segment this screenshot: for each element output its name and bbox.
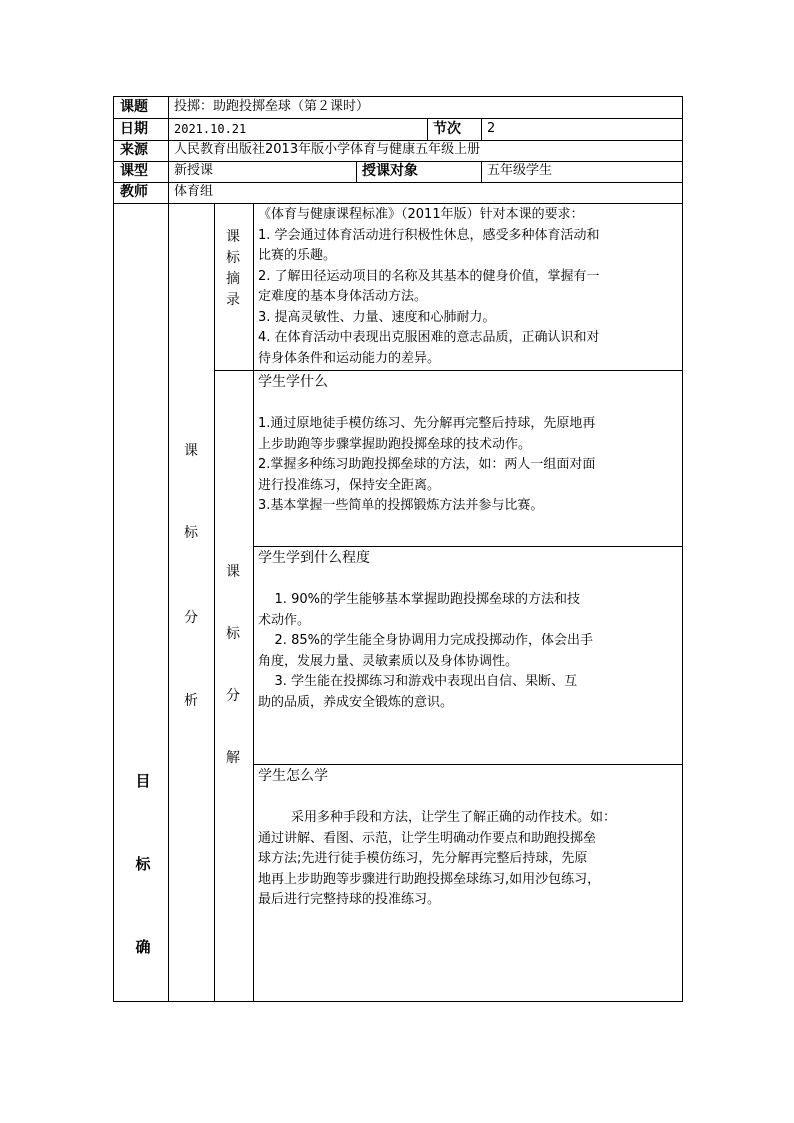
what-line: 1.通过原地徒手模仿练习、先分解再完整后持球，先原地再 — [258, 416, 596, 431]
teacher-value: 体育组 — [174, 184, 214, 199]
col-divider — [214, 203, 215, 1002]
row-divider — [253, 764, 683, 765]
col-divider — [356, 161, 357, 183]
goal-label-char: 确 — [135, 938, 151, 956]
col-divider — [481, 118, 482, 141]
what-line: 进行投准练习，保持安全距离。 — [258, 477, 441, 493]
degree-line: 助的品质，养成安全锻炼的意识。 — [258, 694, 454, 710]
what-line: 3.基本掌握一些简单的投掷锻炼方法并参与比赛。 — [258, 498, 544, 513]
how-line: 球方法;先进行徒手模仿练习，先分解再完整后持球，先原 — [258, 851, 588, 866]
decompose-label-char: 解 — [226, 750, 240, 766]
excerpt-line: 3. 提高灵敏性、力量、速度和心肺耐力。 — [258, 309, 496, 325]
goal-label-char: 标 — [135, 855, 151, 873]
source-label: 来源 — [120, 142, 148, 158]
decompose-label-char: 标 — [226, 626, 240, 642]
excerpt-label-char: 录 — [226, 292, 240, 308]
what-line: 上步助跑等步骤掌握助跑投掷垒球的技术动作。 — [258, 436, 532, 452]
excerpt-line: 定难度的基本身体活动方法。 — [258, 289, 428, 304]
col-divider — [427, 118, 428, 141]
analysis-label-char: 析 — [184, 693, 198, 709]
what-title: 学生学什么 — [258, 374, 328, 390]
decompose-label-char: 课 — [226, 564, 240, 580]
row-divider — [113, 203, 683, 204]
date-value: 2021.10.21 — [174, 122, 247, 136]
type-value: 新授课 — [174, 163, 214, 178]
period-label: 节次 — [433, 121, 461, 137]
topic-value: 投掷：助跑投掷垒球（第２课时） — [174, 99, 370, 114]
topic-label: 课题 — [120, 99, 148, 115]
degree-line: 术动作。 — [258, 612, 311, 628]
how-line: 最后进行完整持球的投准练习。 — [258, 892, 441, 907]
excerpt-line: 比赛的乐趣。 — [258, 248, 337, 263]
how-title: 学生怎么学 — [258, 768, 328, 784]
source-value: 人民教育出版社2013年版小学体育与健康五年级上册 — [174, 142, 481, 157]
excerpt-line: 《体育与健康课程标准》（2011年版）针对本课的要求： — [258, 207, 584, 222]
date-label: 日期 — [120, 121, 148, 137]
analysis-label-char: 标 — [184, 525, 198, 541]
decompose-label-char: 分 — [226, 688, 240, 704]
excerpt-label-char: 课 — [226, 229, 240, 245]
excerpt-line: 4. 在体育活动中表现出克服困难的意志品质，正确认识和对 — [258, 330, 600, 345]
degree-line: 2. 85%的学生能全身协调用力完成投掷动作，体会出手 — [258, 633, 593, 648]
col-divider — [253, 203, 254, 1002]
excerpt-line: 待身体条件和运动能力的差异。 — [258, 350, 441, 366]
analysis-label-char: 分 — [184, 610, 198, 626]
how-line: 通过讲解、看图、示范，让学生明确动作要点和助跑投掷垒 — [258, 830, 597, 846]
how-line: 采用多种手段和方法，让学生了解正确的动作技术。如： — [258, 810, 617, 825]
table-border-right — [682, 96, 683, 1002]
excerpt-line: 1. 学会通过体育活动进行积极性休息，感受多种体育活动和 — [258, 227, 600, 243]
degree-line: 1. 90%的学生能够基本掌握助跑投掷垒球的方法和技 — [258, 592, 580, 607]
row-divider — [253, 546, 683, 547]
col-divider — [168, 96, 169, 204]
period-value: 2 — [487, 121, 496, 136]
audience-value: 五年级学生 — [487, 163, 553, 178]
excerpt-label-char: 摘 — [226, 271, 240, 287]
what-line: 2.掌握多种练习助跑投掷垒球的方法，如：两人一组面对面 — [258, 457, 596, 472]
table-border-left — [113, 96, 114, 1002]
excerpt-line: 2. 了解田径运动项目的名称及其基本的健身价值，掌握有一 — [258, 268, 600, 284]
type-label: 课型 — [120, 163, 148, 179]
degree-line: 角度，发展力量、灵敏素质以及身体协调性。 — [258, 653, 519, 669]
how-line: 地再上步助跑等步骤进行助跑投掷垒球练习,如用沙包练习， — [258, 871, 601, 887]
degree-title: 学生学到什么程度 — [258, 550, 370, 566]
audience-label: 授课对象 — [362, 163, 418, 179]
table-border-bottom — [113, 1001, 683, 1002]
teacher-label: 教师 — [120, 184, 148, 200]
row-divider — [214, 370, 683, 371]
goal-label-char: 目 — [135, 772, 151, 790]
col-divider — [168, 203, 169, 1002]
excerpt-label-char: 标 — [226, 250, 240, 266]
degree-line: 3. 学生能在投掷练习和游戏中表现出自信、果断、互 — [258, 674, 578, 689]
col-divider — [481, 161, 482, 183]
analysis-label-char: 课 — [184, 443, 198, 459]
